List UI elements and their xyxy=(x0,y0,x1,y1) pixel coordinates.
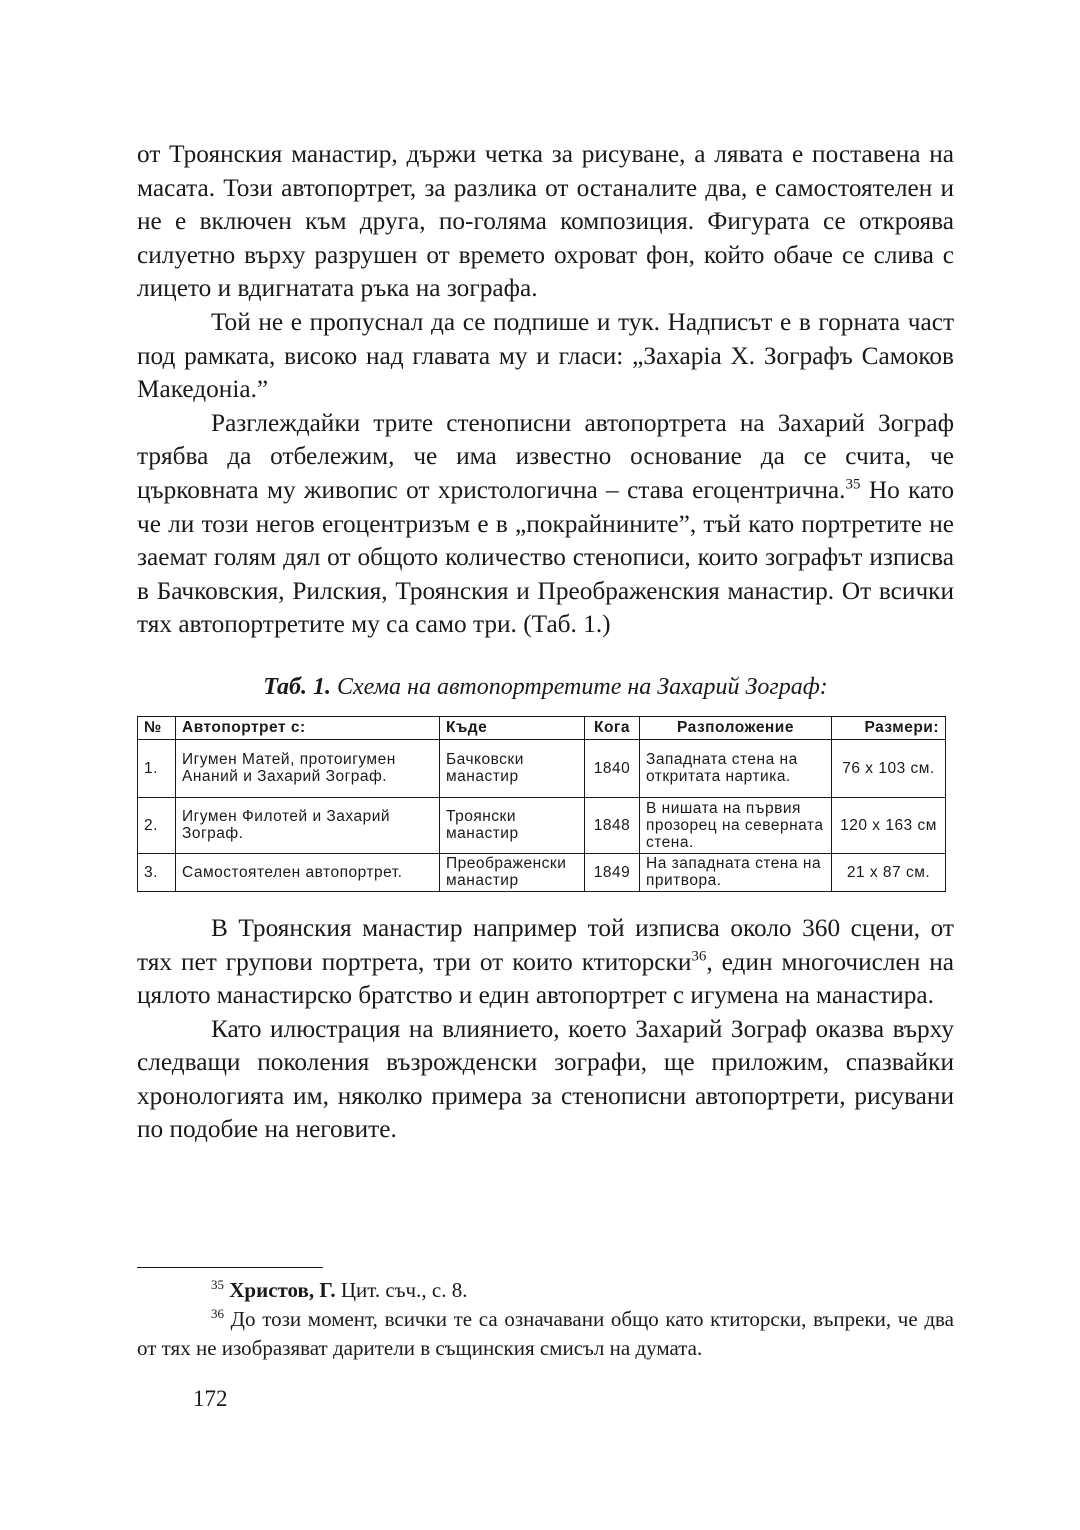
footnote-36 xyxy=(137,1305,954,1363)
paragraph-3 xyxy=(137,407,954,642)
cell-when: 1848 xyxy=(585,797,640,853)
cell-where: Преображенски манастир xyxy=(440,853,585,891)
cell-portrait-with: Самостоятелен автопортрет. xyxy=(176,853,440,891)
footnote-ref-36: 36 xyxy=(691,948,707,965)
footnote-35 xyxy=(137,1276,954,1305)
header-location: Разположение xyxy=(640,716,832,739)
paragraph-3-continuation: Но като че ли този негов егоцентризъм е в „покрайнините”, тъй като портретите не заемат голям дял от общото количество стенописи, които зографът изписва в Бачковския, Рилския, Троянския и Преображенския манастир. От всички тях автопортретите му са само три. (Таб. 1.) xyxy=(137,475,954,639)
paragraph-1: от Троянския манастир, държи четка за рисуване, а лявата е поставена на масата. Този автопортрет, за разлика от останалите два, е самостоятелен и не е включен към друга, по-голяма композиция. Фигурата се откроява силуетно върху разрушен от времето охроват фон, който обаче се слива с лицето и вдигнатата ръка на зографа. xyxy=(137,140,954,303)
cell-portrait-with: Игумен Филотей и Захарий Зограф. xyxy=(176,797,440,853)
cell-location: В нишата на първия прозорец на северната стена. xyxy=(640,797,832,853)
paragraph-5 xyxy=(137,912,954,1013)
page-number: 172 xyxy=(193,1386,228,1411)
cell-location: Западната стена на откритата нартика. xyxy=(640,739,832,797)
header-dimensions: Размери: xyxy=(832,716,946,739)
paragraph-5-text-a: В Троянския манастир например той изписва около 360 сцени, от тях пет групови портрета, три от които ктиторски xyxy=(137,913,954,976)
footnote-35-author: Христов, Г. xyxy=(229,1278,336,1302)
table-row xyxy=(138,739,946,797)
table-caption xyxy=(137,672,954,702)
header-where: Къде xyxy=(440,716,585,739)
cell-where: Троянски манастир xyxy=(440,797,585,853)
table-caption-text: Схема на автопортретите на Захарий Зограф: xyxy=(331,673,828,700)
table-caption-label: Таб. 1. xyxy=(263,673,331,700)
self-portrait-table xyxy=(137,716,946,892)
cell-dimensions: 120 x 163 см xyxy=(832,797,946,853)
table-row xyxy=(138,853,946,891)
table-row xyxy=(138,797,946,853)
header-when: Кога xyxy=(585,716,640,739)
footnote-ref-35: 35 xyxy=(845,476,861,493)
paragraph-6: Като илюстрация на влиянието, което Захарий Зограф оказва върху следващи поколения възрожденски зографи, ще приложим, спазвайки хронологията им, няколко примера за стенописни автопортрети, рисувани по подобие на неговите. xyxy=(137,1014,954,1144)
paragraph-2: Той не е пропуснал да се подпише и тук. Надписът е в горната част под рамката, високо над главата му и гласи: „Захаріа Х. Зографъ Самоков Македоніа.” xyxy=(137,307,954,404)
footnote-35-text: Цит. съч., с. 8. xyxy=(335,1278,468,1302)
cell-portrait-with: Игумен Матей, протоигумен Ананий и Захарий Зограф. xyxy=(176,739,440,797)
cell-number: 1. xyxy=(138,739,176,797)
cell-dimensions: 21 x 87 см. xyxy=(832,853,946,891)
cell-location: На западната стена на притвора. xyxy=(640,853,832,891)
cell-dimensions: 76 x 103 см. xyxy=(832,739,946,797)
paragraph-3-text: Разглеждайки трите стенописни автопортрета на Захарий Зограф трябва да отбележим, че има известно основание да се счита, че църковната му живопис от христологична – става егоцентрична. xyxy=(137,408,954,504)
footnote-separator xyxy=(137,1267,323,1268)
page-body xyxy=(137,138,954,1147)
cell-number: 2. xyxy=(138,797,176,853)
header-portrait-with: Автопортрет с: xyxy=(176,716,440,739)
cell-when: 1849 xyxy=(585,853,640,891)
footnote-36-text: До този момент, всички те са означавани общо като ктиторски, въпреки, че два от тях не изобразяват дарители в същинския смисъл на думата. xyxy=(137,1307,954,1360)
footnote-35-number: 35 xyxy=(211,1277,224,1292)
cell-where: Бачковски манастир xyxy=(440,739,585,797)
header-number: № xyxy=(138,716,176,739)
table-header-row xyxy=(138,716,946,739)
footnotes xyxy=(137,1276,954,1363)
cell-when: 1840 xyxy=(585,739,640,797)
paragraph-5-text-b: , един многочислен на цялото манастирско братство и един автопортрет с игумена на манастира. xyxy=(137,947,954,1010)
footnote-36-number: 36 xyxy=(211,1306,224,1321)
cell-number: 3. xyxy=(138,853,176,891)
